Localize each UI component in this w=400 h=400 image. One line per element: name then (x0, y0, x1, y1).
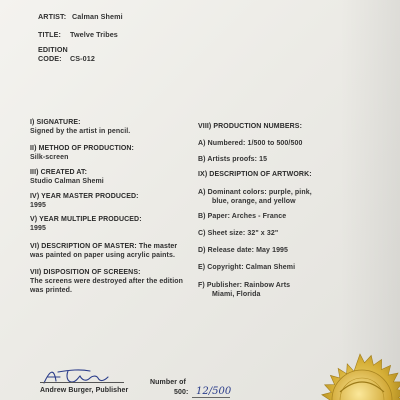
signature-line (40, 382, 124, 383)
disposition-line2: was printed. (30, 287, 73, 294)
gold-seal-icon (300, 352, 400, 400)
description-master-line2: was painted on paper using acrylic paints. (30, 252, 176, 259)
dominant-colors-line2: blue, orange, and yellow (212, 198, 296, 205)
disposition-heading: VII) DISPOSITION OF SCREENS: (30, 269, 141, 276)
artist-label: ARTIST: (38, 12, 67, 21)
release-date-text: D) Release date: May 1995 (198, 247, 289, 254)
created-at-text: Studio Calman Shemi (30, 178, 104, 185)
edition-label: EDITION (38, 45, 68, 54)
numbered-text: A) Numbered: 1/500 to 500/500 (198, 140, 303, 147)
year-master-text: 1995 (30, 202, 46, 209)
number-of-label: Number of (150, 379, 186, 386)
method-heading: II) METHOD OF PRODUCTION: (30, 145, 134, 152)
publisher-line2: Miami, Florida (212, 291, 261, 298)
artists-proofs-text: B) Artists proofs: 15 (198, 156, 268, 163)
edition-code-value: CS-012 (70, 54, 95, 63)
description-master-line1: VI) DESCRIPTION OF MASTER: The master (30, 243, 178, 250)
disposition-line1: The screens were destroyed after the edition (30, 278, 184, 285)
publisher-line1: F) Publisher: Rainbow Arts (198, 282, 291, 289)
publisher-signature (40, 366, 130, 388)
title-value: Twelve Tribes (70, 30, 118, 39)
title-label: TITLE: (38, 30, 61, 39)
dominant-colors-line1: A) Dominant colors: purple, pink, (198, 189, 312, 196)
number-500-label: 500: (174, 389, 189, 396)
code-label: CODE: (38, 54, 62, 63)
artist-value: Calman Shemi (72, 12, 123, 21)
copyright-text: E) Copyright: Calman Shemi (198, 264, 296, 271)
production-numbers-heading: VIII) PRODUCTION NUMBERS: (198, 123, 302, 130)
sheet-size-text: C) Sheet size: 32" x 32" (198, 230, 279, 237)
method-text: Silk-screen (30, 154, 69, 161)
year-multiple-text: 1995 (30, 225, 46, 232)
description-artwork-heading: IX) DESCRIPTION OF ARTWORK: (198, 171, 312, 178)
signature-heading: I) SIGNATURE: (30, 119, 81, 126)
year-master-heading: IV) YEAR MASTER PRODUCED: (30, 193, 139, 200)
paper-text: B) Paper: Arches - France (198, 213, 287, 220)
year-multiple-heading: V) YEAR MULTIPLE PRODUCED: (30, 216, 142, 223)
publisher-name: Andrew Burger, Publisher (40, 387, 129, 394)
edition-number-handwritten: 12/500 (196, 386, 232, 397)
edition-number-line (192, 397, 230, 398)
signature-text: Signed by the artist in pencil. (30, 128, 131, 135)
created-at-heading: III) CREATED AT: (30, 169, 88, 176)
